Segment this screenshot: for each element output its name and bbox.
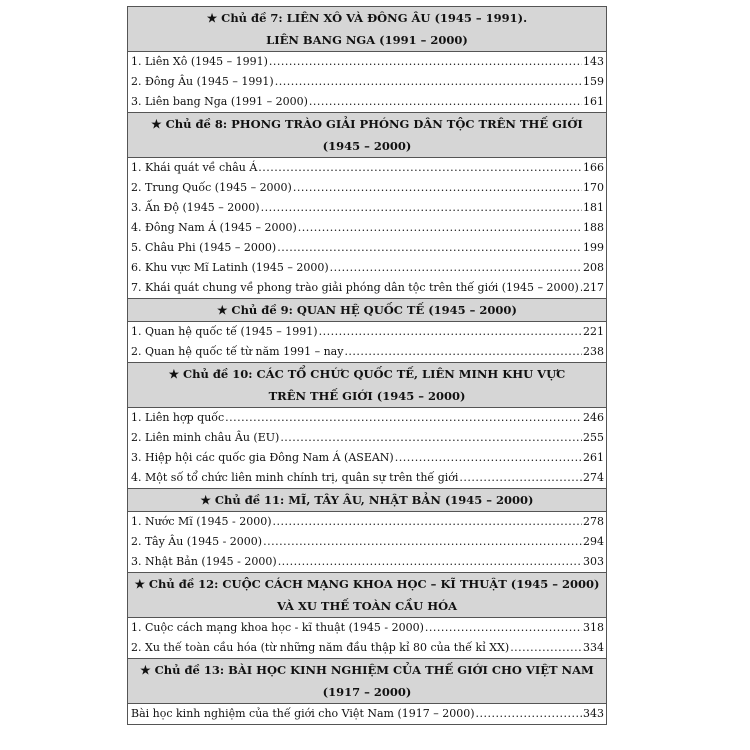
toc-entry-label: 6. Khu vực Mĩ Latinh (1945 – 2000) (131, 261, 329, 274)
chapter-header (128, 362, 606, 408)
chapter-entries (128, 52, 606, 112)
toc-entry-page-number: 318 (583, 621, 604, 634)
dot-leader (278, 552, 582, 572)
toc-entry-page-number: 181 (583, 201, 604, 214)
toc-entry-label: 2. Liên minh châu Âu (EU) (131, 431, 280, 444)
toc-entry-label: 3. Nhật Bản (1945 - 2000) (131, 555, 277, 568)
toc-entry-label: 7. Khái quát chung về phong trào giải phóng dân tộc trên thế giới (1945 – 2000) (131, 281, 579, 294)
dot-leader (258, 158, 582, 178)
toc-entry[interactable] (131, 638, 604, 658)
toc-entry[interactable] (131, 52, 604, 72)
toc-entry[interactable] (131, 218, 604, 238)
chapter-title-line2: LIÊN BANG NGA (1991 – 2000) (266, 33, 468, 47)
toc-entry[interactable] (131, 198, 604, 218)
dot-leader (309, 92, 582, 112)
toc-entry-label: 2. Tây Âu (1945 - 2000) (131, 535, 263, 548)
toc-entry-label: 1. Khái quát về châu Á (131, 161, 258, 174)
toc-entry[interactable] (131, 408, 604, 428)
toc-entry-label: 2. Quan hệ quốc tế từ năm 1991 – nay (131, 345, 344, 358)
toc-entry[interactable] (131, 238, 604, 258)
toc-entry[interactable] (131, 552, 604, 572)
toc-entry-page-number: 159 (583, 75, 604, 88)
toc-entry-page-number: 199 (583, 241, 604, 254)
dot-leader (263, 532, 582, 552)
chapter-header (128, 488, 606, 512)
toc-entry-page-number: 208 (583, 261, 604, 274)
chapter-header (128, 7, 606, 52)
toc-entry[interactable] (131, 72, 604, 92)
chapter-entries (128, 408, 606, 488)
toc-entry-page-number: 343 (583, 707, 604, 720)
toc-entry[interactable] (131, 342, 604, 362)
chapter-title-line1: ★ Chủ đề 9: QUAN HỆ QUỐC TẾ (1945 – 2000) (217, 303, 517, 317)
dot-leader (273, 512, 582, 532)
chapter-header (128, 112, 606, 158)
toc-entry[interactable] (131, 158, 604, 178)
dot-leader (425, 618, 582, 638)
toc-entry-page-number: 221 (583, 325, 604, 338)
toc-entry-page-number: 255 (583, 431, 604, 444)
chapter-title-line1: ★ Chủ đề 13: BÀI HỌC KINH NGHIỆM CỦA THẾ GIỚI CHO VIỆT NAM (140, 663, 594, 677)
chapter-header (128, 658, 606, 704)
toc-entry-page-number: 274 (583, 471, 604, 484)
toc-entry-page-number: 143 (583, 55, 604, 68)
toc-entry[interactable] (131, 322, 604, 342)
toc-entry-page-number: 170 (583, 181, 604, 194)
toc-entry-label: 3. Hiệp hội các quốc gia Đông Nam Á (ASEAN) (131, 451, 394, 464)
toc-entry[interactable] (131, 468, 604, 488)
chapter-entries (128, 618, 606, 658)
dot-leader (344, 342, 582, 362)
toc-entry-label: 2. Đông Âu (1945 – 1991) (131, 75, 274, 88)
toc-entry-label: 2. Trung Quốc (1945 – 2000) (131, 181, 292, 194)
chapter-title-line1: ★ Chủ đề 11: MĨ, TÂY ÂU, NHẬT BẢN (1945 – 2000) (200, 493, 534, 507)
chapter-title-line1: ★ Chủ đề 12: CUỘC CÁCH MẠNG KHOA HỌC – KĨ THUẬT (1945 – 2000) (134, 577, 600, 591)
chapter-title-line2: (1945 – 2000) (322, 139, 412, 153)
toc-entry-page-number: 188 (583, 221, 604, 234)
dot-leader (277, 238, 582, 258)
toc-entry-label: 1. Nước Mĩ (1945 - 2000) (131, 515, 272, 528)
chapter-title-line2: (1917 – 2000) (322, 685, 412, 699)
toc-entry[interactable] (131, 704, 604, 724)
toc-entry-label: 3. Ấn Độ (1945 – 2000) (131, 201, 260, 214)
dot-leader (580, 278, 582, 298)
toc-entry-page-number: 261 (583, 451, 604, 464)
table-of-contents (127, 6, 607, 725)
chapter-entries (128, 158, 606, 298)
toc-entry-page-number: 294 (583, 535, 604, 548)
toc-entry-label: Bài học kinh nghiệm của thế giới cho Việt Nam (1917 – 2000) (131, 707, 475, 720)
toc-entry-label: 1. Quan hệ quốc tế (1945 – 1991) (131, 325, 318, 338)
chapter-header (128, 572, 606, 618)
toc-entry[interactable] (131, 512, 604, 532)
dot-leader (298, 218, 582, 238)
dot-leader (459, 468, 582, 488)
toc-entry[interactable] (131, 178, 604, 198)
toc-entry-label: 1. Liên Xô (1945 – 1991) (131, 55, 268, 68)
chapter-title-line2: TRÊN THẾ GIỚI (1945 – 2000) (268, 389, 466, 403)
toc-entry[interactable] (131, 428, 604, 448)
dot-leader (395, 448, 582, 468)
dot-leader (275, 72, 582, 92)
chapter-title-line1: ★ Chủ đề 7: LIÊN XÔ VÀ ĐÔNG ÂU (1945 – 1991). (206, 11, 528, 25)
dot-leader (269, 52, 582, 72)
toc-entry-label: 4. Một số tổ chức liên minh chính trị, quân sự trên thế giới (131, 471, 459, 484)
dot-leader (319, 322, 582, 342)
toc-entry-label: 1. Cuộc cách mạng khoa học - kĩ thuật (1945 - 2000) (131, 621, 424, 634)
dot-leader (476, 704, 582, 724)
toc-entry-page-number: 278 (583, 515, 604, 528)
toc-entry-page-number: 217 (583, 281, 604, 294)
toc-entry[interactable] (131, 618, 604, 638)
toc-entry-page-number: 238 (583, 345, 604, 358)
toc-entry-label: 5. Châu Phi (1945 – 2000) (131, 241, 277, 254)
toc-entry[interactable] (131, 258, 604, 278)
toc-entry-label: 3. Liên bang Nga (1991 – 2000) (131, 95, 308, 108)
toc-entry-label: 2. Xu thế toàn cầu hóa (từ những năm đầu thập kỉ 80 của thế kỉ XX) (131, 641, 510, 654)
chapter-title-line1: ★ Chủ đề 8: PHONG TRÀO GIẢI PHÓNG DÂN TỘC TRÊN THẾ GIỚI (151, 117, 583, 131)
chapter-entries (128, 704, 606, 724)
toc-entry[interactable] (131, 278, 604, 298)
chapter-header (128, 298, 606, 322)
toc-entry[interactable] (131, 92, 604, 112)
chapter-title-line2: VÀ XU THẾ TOÀN CẦU HÓA (276, 599, 458, 613)
dot-leader (261, 198, 582, 218)
dot-leader (225, 408, 582, 428)
toc-entry-page-number: 161 (583, 95, 604, 108)
toc-entry[interactable] (131, 448, 604, 468)
chapter-entries (128, 322, 606, 362)
dot-leader (293, 178, 582, 198)
chapter-title-line1: ★ Chủ đề 10: CÁC TỔ CHỨC QUỐC TẾ, LIÊN MINH KHU VỰC (168, 367, 566, 381)
toc-entry-page-number: 166 (583, 161, 604, 174)
toc-entry-label: 1. Liên hợp quốc (131, 411, 225, 424)
toc-entry-label: 4. Đông Nam Á (1945 – 2000) (131, 221, 297, 234)
dot-leader (330, 258, 582, 278)
toc-entry[interactable] (131, 532, 604, 552)
toc-entry-page-number: 303 (583, 555, 604, 568)
toc-entry-page-number: 334 (583, 641, 604, 654)
dot-leader (510, 638, 582, 658)
toc-entry-page-number: 246 (583, 411, 604, 424)
chapter-entries (128, 512, 606, 572)
dot-leader (280, 428, 582, 448)
